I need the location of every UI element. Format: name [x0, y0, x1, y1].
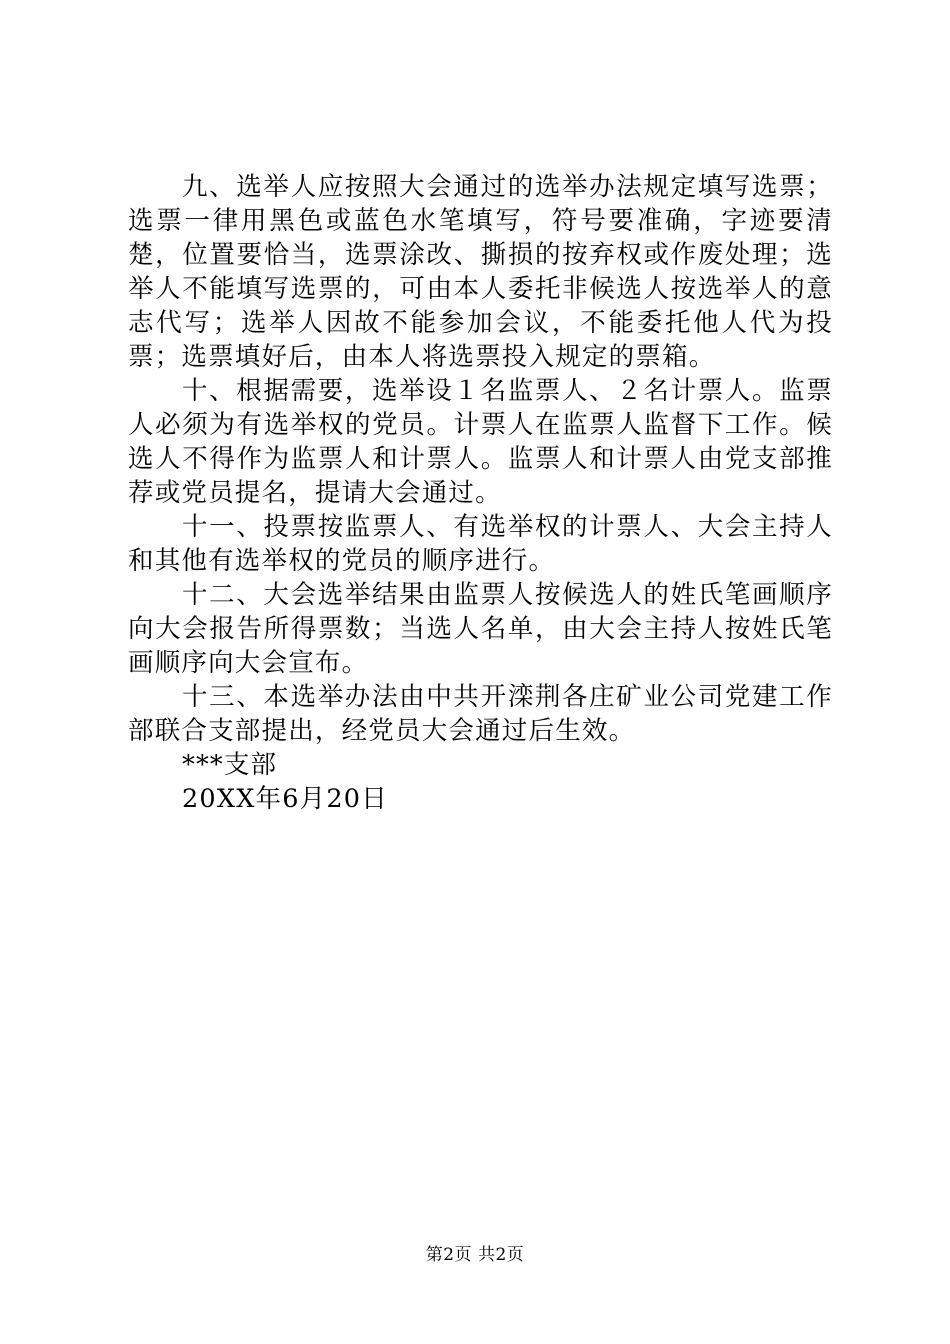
- paragraph-item-9: 九、选举人应按照大会通过的选举办法规定填写选票；选票一律用黑色或蓝色水笔填写，符号要准确，字迹要清楚，位置要恰当，选票涂改、撕损的按弃权或作废处理；选举人不能填写选票的，可由本人委托非候选人按选举人的意志代写；选举人因故不能参加会议，不能委托他人代为投票；选票填好后，由本人将选票投入规定的票箱。: [128, 172, 833, 372]
- paragraph-item-11: 十一、投票按监票人、有选举权的计票人、大会主持人和其他有选举权的党员的顺序进行。: [128, 512, 833, 576]
- document-body: [128, 170, 833, 816]
- paragraph-item-13: 十三、本选举办法由中共开滦荆各庄矿业公司党建工作部联合支部提出，经党员大会通过后生效。: [128, 682, 833, 746]
- date-line: 20XX年6月20日: [182, 784, 388, 814]
- page-footer: [0, 1243, 950, 1267]
- paragraph-item-12: 十二、大会选举结果由监票人按候选人的姓氏笔画顺序向大会报告所得票数；当选人名单，由大会主持人按姓氏笔画顺序向大会宣布。: [128, 580, 833, 678]
- page-number-label: 第2页 共2页: [425, 1245, 525, 1265]
- signature-line: ***支部: [182, 750, 278, 780]
- paragraph-item-10: 十、根据需要，选举设１名监票人、２名计票人。监票人必须为有选举权的党员。计票人在监票人监督下工作。候选人不得作为监票人和计票人。监票人和计票人由党支部推荐或党员提名，提请大会通过。: [128, 376, 833, 508]
